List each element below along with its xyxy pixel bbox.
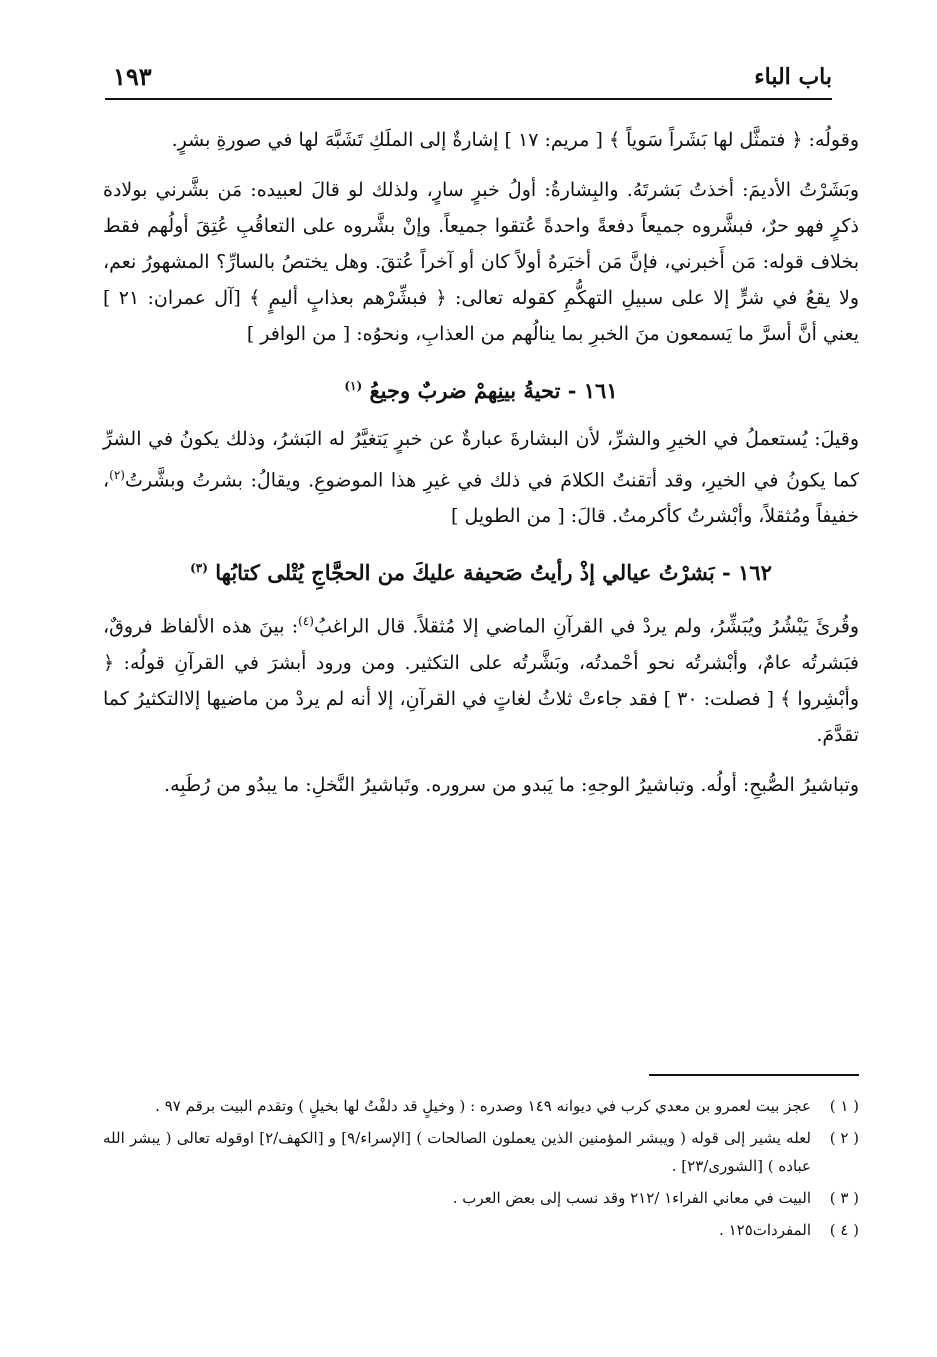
paragraph-4-start: وقُرئَ يَبْشُرُ ويُبَشِّرُ، ولم يردْ في القرآنِ الماضي إلا مُثقلاً. قال الراغبُ	[313, 615, 859, 638]
verse-text: تحيةُ بينِهمْ ضربٌ وجيعُ	[369, 378, 561, 403]
section-title: باب الباء	[754, 64, 832, 90]
footnote-ref: (٤)	[298, 614, 314, 629]
paragraph-1: وقولُه: ﴿ فتمثَّل لها بَشَراً سَوياً ﴾ [ مريم: ١٧ ] إشارةٌ إلى الملَكِ تَشَبَّهَ لها في صورةِ بشرٍ.	[171, 129, 859, 151]
page-header	[105, 58, 832, 100]
footnote	[103, 1124, 859, 1180]
footnote	[103, 1092, 859, 1120]
verse-162	[103, 548, 859, 593]
paragraph-4-end: : بينَ هذه الألفاظ فروقٌ، فبَشرتُه عامٌ، وأبْشرتُه نحو أحْمدتُه، وبَشَّرتُه على التكثير. ومن ورود أبشرَ في القرآنِ قولُه: ﴿ وأبْشِروا ﴾ [ فصلت: ٣٠ ] فقد جاءتْ ثلاثُ لغاتٍ في القرآنِ، إلا أنه لم يردْ من ماضيها إلاالتكثيرُ كما تقدَّمَ.	[103, 615, 859, 746]
footnote-ref: (١)	[344, 379, 363, 393]
footnote-number: ( ٣ )	[829, 1189, 859, 1207]
verse-number: ١٦٢	[738, 560, 772, 586]
footnote-number: ( ١ )	[829, 1097, 859, 1115]
paragraph-3-end: ، خفيفاً ومُثقلاً، وأبْشرتُ كأكرمتُ. قالَ: [ من الطويل ]	[103, 469, 859, 528]
page-number: ١٩٣	[113, 62, 152, 91]
footnote-divider	[649, 1074, 859, 1076]
main-text	[103, 122, 859, 817]
footnote	[103, 1216, 859, 1244]
footnotes	[103, 1092, 859, 1248]
footnote-ref: (٣)	[190, 561, 208, 576]
footnote-text: عجز بيت لعمرو بن معدي كرب في ديوانه ١٤٩ وصدره : ( وخيلٍ قد دلفْتُ لها بخيلٍ ) وتقدم البيت برقم ٩٧ .	[155, 1097, 811, 1115]
footnote-text: لعله يشير إلى قوله ( ويبشر المؤمنين الذين يعملون الصالحات ) [الإسراء/٩] و [الكهف/٢] اوقوله تعالى ( يبشر الله عباده ) [الشورى/٢٣] .	[103, 1129, 811, 1175]
paragraph-5: وتباشيرُ الصُّبحِ: أولُه. وتباشيرُ الوجهِ: ما يَبدو من سروره. وتَباشيرُ النَّخلِ: ما يبدُو من رُطَبِه.	[164, 773, 859, 796]
verse-text: بَشرْتُ عيالي إذْ رأيتُ صَحيفة عليكَ من الحجَّاجِ يُتْلى كتابُها	[215, 560, 715, 586]
footnote-ref: (٢)	[109, 468, 125, 482]
verse-dash: -	[714, 560, 731, 586]
verse-number: ١٦١	[583, 378, 618, 403]
paragraph-2: وبَشَرْتُ الأديمَ: أخذتُ بَشرتَهُ. والبِشارةُ: أولُ خبرٍ سارٍ، ولذلك لو قالَ لعبيده: مَن بشَّرني بولادة ذكرٍ فهو حرٌ، فبشَّروه جميعاً دفعةً واحدةً عُتقوا جميعاً. وإنْ بشَّروه على التعاقُبِ عُتِقَ أولُهم فقط بخلاف قوله: مَن أَخبرني، فإنَّ مَن أخبَرهُ أولاً كان أو آخراً عُتقَ. وهل يختصُ بالسارِّ؟ المشهورُ نعم، ولا يقعُ في شرٍّ إلا على سبيلِ التهكُّمِ كقوله تعالى: ﴿ فبشِّرْهم بعذابٍ أليمٍ ﴾ [آل عمران: ٢١ ] يعني أنَّ أسرَّ ما يَسمعون منَ الخبرِ بما ينالُهم من العذابِ، ونحوُه: [ من الوافر ]	[103, 179, 859, 345]
paragraph-3-text: وقيلَ: يُستعملُ في الخيرِ والشرِّ، لأن البشارةَ عبارةٌ عن خبرٍ يَتغيَّرُ له البَشرُ، وذلك يكونُ في الشرِّ كما يكونُ في الخيرِ، وقد أتقنتُ الكلامَ في ذلك في غيرِ هذا الموضوعِ. ويقالُ: بشرتُ وبشَّرتُ	[103, 428, 859, 492]
footnote-number: ( ٤ )	[829, 1221, 859, 1239]
verse-161	[103, 366, 859, 411]
footnote-text: المفردات١٢٥ .	[719, 1221, 811, 1239]
footnote	[103, 1184, 859, 1212]
verse-dash: -	[560, 378, 577, 403]
footnote-number: ( ٢ )	[829, 1129, 859, 1147]
paragraph-3	[103, 421, 859, 534]
footnote-text: البيت في معاني الفراء١ /٢١٢ وقد نسب إلى بعض العرب .	[452, 1189, 811, 1207]
paragraph-4	[103, 603, 859, 752]
